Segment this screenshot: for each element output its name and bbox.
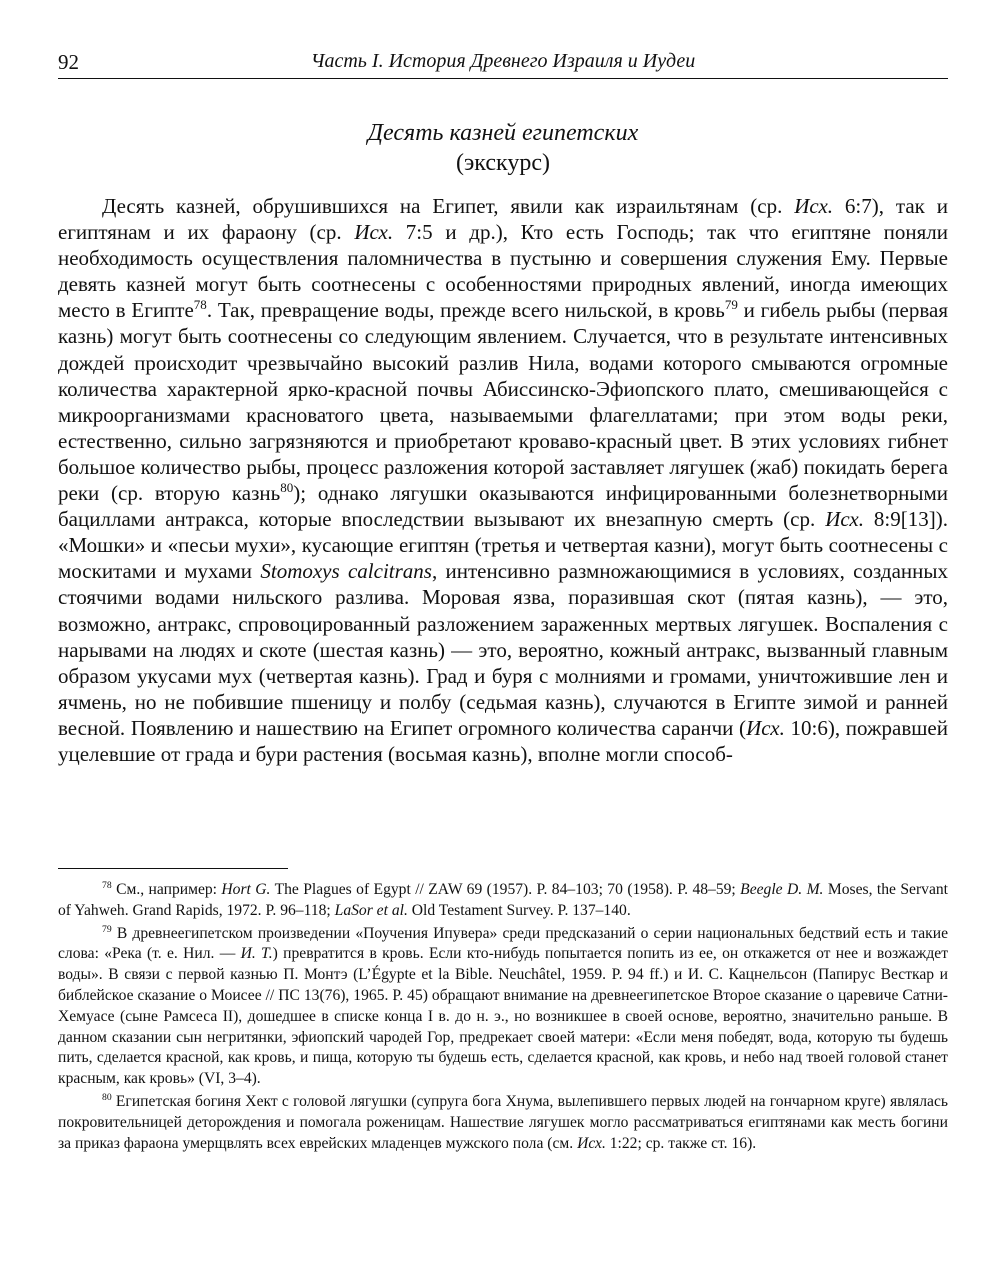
footnote-79 [58,924,948,1090]
author-name: Beegle D. M. [740,881,824,898]
text-run: 7:5 и др.), Кто есть Господь; так что египтяне поняли необходимость осуществления паломничества в пустыню и совершения служения Ему. Первые девять казней могут быть соотнесены с особенностями природных явлений, иногда имеющих место в Египте [58,220,948,323]
scripture-ref: Исх. [577,1134,606,1152]
main-paragraph [58,193,948,767]
section-subtitle: (экскурс) [456,150,550,176]
author-name: LaSor et al. [334,901,408,919]
section-title: Десять казней египетских [367,120,639,146]
footnote-marker-78[interactable]: 78 [193,297,207,313]
text-run: ); однако лягушки оказываются инфицированными болезнетворными бациллами антракса, которые впоследствии вызывают их внезапную смерть (ср. [58,481,948,532]
text-run: . Так, превращение воды, прежде всего нильской, в кровь [206,298,725,323]
species-name: Stomoxys calcitrans [260,559,432,584]
note-text: The Plagues of Egypt // ZAW 69 (1957). P. 84–103; 70 (1958). P. 48–59; [270,881,741,898]
note-text: ) превратится в кровь. Если кто-нибудь попытается попить из ее, он откажется от нее и возжаждет воды». В связи с первой казнью П. Монтэ (L’Égypte et la Bible. Neuchâtel, 1959. P. 94 ff.) и И. С. Кацнельсон (Папирус Весткар и библейское сказание о Моисее // ПС 13(76), 1965. P. 45) обращают внимание на древнеегипетское Второе сказание о царевиче Сатни-Хемуасе (сыне Рамсеса II), дошедшее в списке конца I в. до н. э., но возникшее в своей основе, вероятно, значительно раньше. В данном сказании сын негритянки, эфиопский чародей Гор, предрекает своей матери: «Если меня победят, вода, которую ты будешь пить, сделается красной, как кровь, и пища, которую ты будешь есть, сделается красной, как кровь, и небо над твоей головой станет красным, как кровь» (VI, 3–4). [58,945,949,1088]
footnote-marker-80[interactable]: 80 [280,480,294,496]
note-text: Moses, the Servant of Yahweh. Grand Rapids, 1972. P. 96–118; [58,881,948,919]
text-run: , интенсивно размножающимися в условиях, созданных стоячими водами нильского разлива. Моровая язва, поразившая скот (пятая казнь), — это, возможно, антракс, спровоцированный разложением зараженных мертвых лягушек. Воспаления с нарывами на людях и скоте (шестая казнь) — это, вероятно, кожный антракс, вызванный главным образом укусами мух (четвертая казнь). Град и буря с молниями и громами, уничтожившие лен и ячмень, но не побившие пшеницу и полбу (седьмая казнь), случаются в Египте зимой и ранней весной. Появлению и нашествию на Египет огромного количества саранчи ( [58,559,948,740]
note-text: В древнеегипетском произведении «Поучения Ипувера» среди предсказаний о серии национальных бедствий есть и такие слова: «Река (т. е. Нил. — [58,924,948,963]
footnote-divider [58,868,288,869]
running-title: Часть I. История Древнего Израиля и Иудеи [310,50,696,72]
running-head [58,50,948,79]
scripture-ref: Исх. [825,507,864,532]
note-text: Old Testament Survey. P. 137–140. [407,901,631,919]
text-run: и гибель рыбы (первая казнь) могут быть соотнесены со следующим явлением. Случается, что в результате интенсивных дождей происходит чрезвычайно высокий разлив Нила, водами которого смываются огромные количества характерной ярко-красной почвы Абиссинско-Эфиопского плато, смешивающейся с микроорганизмами красноватого цвета, называемыми флагеллатами; при этом воды реки, естественно, сильно загрязняются и приобретают кроваво-красный цвет. В этих условиях гибнет большое количество рыбы, процесс разложения которой заставляет лягушек (жаб) покидать берега реки (ср. вторую казнь [58,298,948,506]
footnote-78 [58,880,948,922]
page-number: 92 [58,50,79,74]
note-text: Египетская богиня Хект с головой лягушки (супруга бога Хнума, вылепившего первых людей на гончарном круге) являлась покровительницей деторождения и помогала роженицам. Нашествие лягушек могло рассматриваться египтянами как месть богини за приказ фараона умерщвлять всех еврейских младенцев мужского пола (см. [58,1092,948,1152]
scripture-ref: Исх. [354,220,394,245]
footnote-number: 78 [102,879,112,891]
author-name: Hort G. [221,881,271,898]
text-run: 10:6), пожравшей уцелевшие от града и бури растения (восьмая казнь), вполне могли способ- [58,715,948,766]
text-run: Десять казней, обрушившихся на Египет, явили как израильтянам (ср. [102,194,795,218]
note-text: 1:22; ср. также ст. 16). [605,1134,757,1152]
footnote-number: 80 [102,1091,112,1103]
text-run: 8:9[13]). «Мошки» и «песьи мухи», кусающие египтян (третья и четвертая казни), могут быть соотнесены с москитами и мухами [58,507,948,584]
text-run: 6:7), так и египтянам и их фараону (ср. [58,194,948,245]
footnotes [58,880,948,1156]
note-text: См., например: [111,881,222,898]
author-initials: И. Т. [240,945,273,963]
footnote-80 [58,1092,948,1154]
footnote-number: 79 [102,923,112,935]
scripture-ref: Исх. [794,194,834,218]
footnote-marker-79[interactable]: 79 [724,297,738,313]
scripture-ref: Исх. [746,715,785,740]
